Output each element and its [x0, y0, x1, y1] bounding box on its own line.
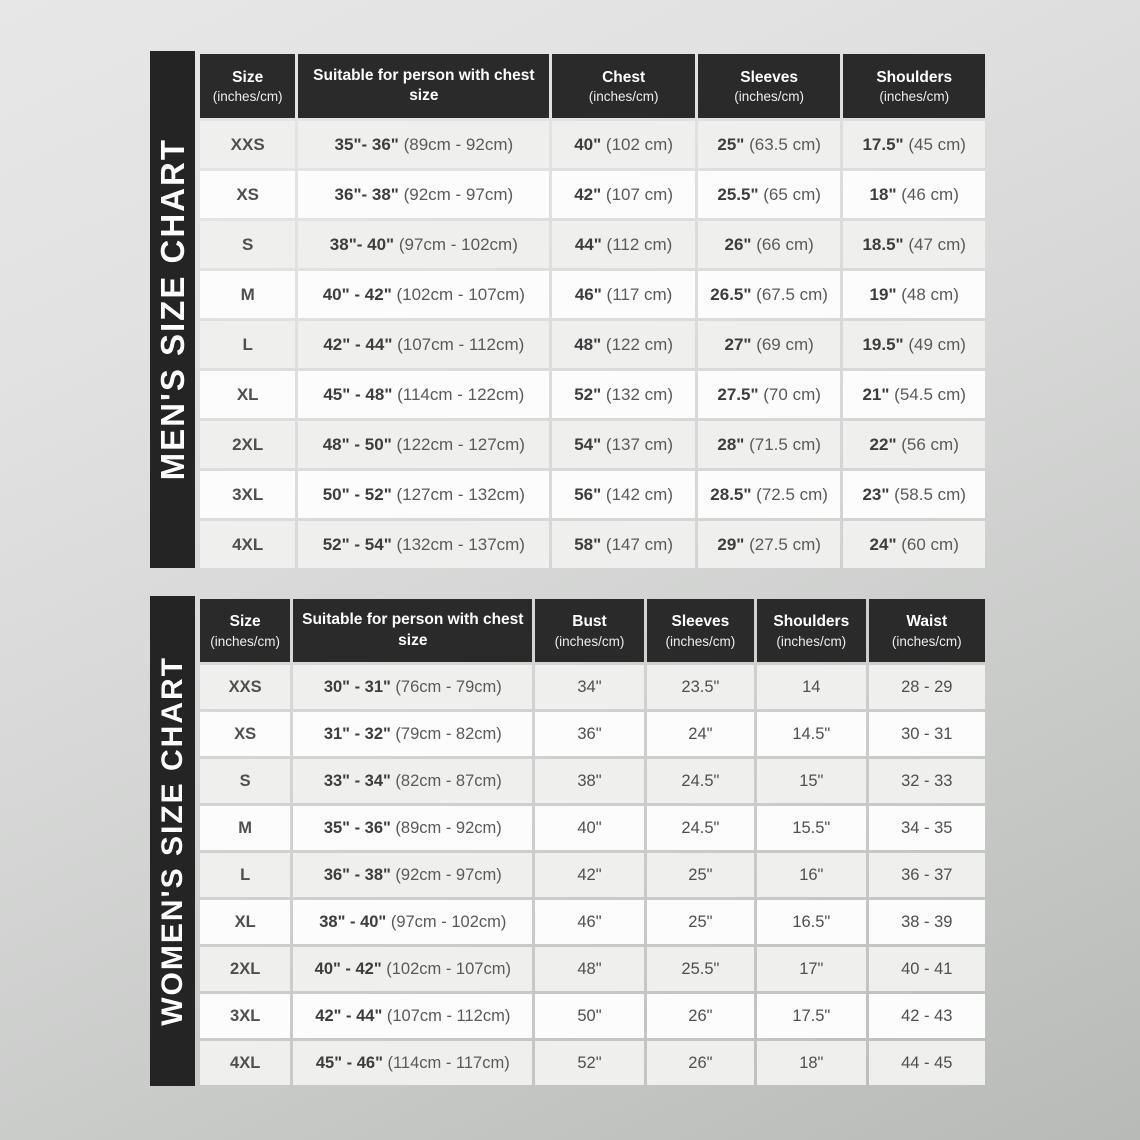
value-inches: 26" — [724, 234, 752, 254]
table-row — [200, 806, 985, 850]
fit-range-cell — [293, 806, 532, 850]
size-cell: M — [200, 271, 295, 318]
fit-range-cell — [293, 947, 532, 991]
value-inches: 25.5" — [717, 184, 759, 204]
chest-cell — [552, 371, 695, 418]
chest-cell — [552, 271, 695, 318]
table-row — [200, 994, 985, 1038]
column-subtitle: (inches/cm) — [665, 633, 736, 649]
bust-cell: 38" — [535, 759, 643, 803]
fit-range-cell — [293, 712, 532, 756]
column-title: Sleeves — [671, 613, 730, 631]
value-inches: 36" - 38" — [323, 865, 391, 884]
column-subtitle: (inches/cm) — [554, 633, 625, 649]
column-header — [869, 599, 985, 662]
size-cell: 2XL — [200, 421, 295, 468]
bust-cell: 42" — [535, 853, 643, 897]
value-cm: (107 cm) — [601, 184, 673, 204]
shoulders-cell: 18" — [757, 1041, 865, 1085]
value-cm: (82cm - 87cm) — [390, 771, 502, 790]
value-cm: (132cm - 137cm) — [391, 534, 525, 554]
value-cm: (92cm - 97cm) — [398, 184, 514, 204]
value-inches: 28.5" — [710, 484, 752, 504]
value-cm: (102cm - 107cm) — [391, 284, 525, 304]
value-cm: (45 cm) — [903, 134, 966, 154]
table-row — [200, 900, 985, 944]
bust-cell: 34" — [535, 665, 643, 709]
sleeves-cell — [698, 421, 841, 468]
value-inches: 42" - 44" — [323, 334, 393, 354]
mens-chart-title-rail — [150, 51, 195, 568]
sleeves-cell: 26" — [647, 1041, 754, 1085]
value-inches: 58" — [574, 534, 602, 554]
sleeves-cell: 24" — [647, 712, 754, 756]
table-row — [200, 947, 985, 991]
sleeves-cell: 24.5" — [647, 759, 754, 803]
table-row — [200, 121, 985, 168]
column-subtitle: (inches/cm) — [891, 633, 962, 649]
column-subtitle: (inches/cm) — [776, 633, 847, 649]
bust-cell: 48" — [535, 947, 643, 991]
header-row — [200, 599, 985, 662]
chest-cell — [552, 471, 695, 518]
fit-range-cell — [298, 521, 549, 568]
column-header — [200, 599, 290, 662]
waist-cell: 42 - 43 — [869, 994, 985, 1038]
value-cm: (79cm - 82cm) — [390, 724, 502, 743]
mens-chart-title: MEN'S SIZE CHART — [153, 138, 191, 481]
sleeves-cell: 25" — [647, 853, 754, 897]
column-header — [552, 54, 695, 118]
value-inches: 30" - 31" — [323, 677, 391, 696]
chest-cell — [552, 221, 695, 268]
sleeves-cell: 23.5" — [647, 665, 754, 709]
value-inches: 50" - 52" — [322, 484, 392, 504]
value-inches: 19.5" — [862, 334, 904, 354]
waist-cell: 34 - 35 — [869, 806, 985, 850]
shoulders-cell — [843, 371, 985, 418]
fit-range-cell — [298, 471, 549, 518]
value-inches: 42" — [574, 184, 602, 204]
value-cm: (63.5 cm) — [744, 134, 821, 154]
sleeves-cell — [698, 471, 841, 518]
chest-cell — [552, 421, 695, 468]
column-header — [293, 599, 532, 662]
value-cm: (66 cm) — [751, 234, 814, 254]
value-cm: (72.5 cm) — [751, 484, 828, 504]
fit-range-cell — [298, 121, 549, 168]
shoulders-cell: 16.5" — [757, 900, 865, 944]
mens-size-table — [197, 51, 988, 571]
womens-chart-title: WOMEN'S SIZE CHART — [155, 656, 189, 1026]
column-title: Size — [232, 68, 264, 86]
womens-chart-title-rail — [150, 596, 195, 1086]
fit-range-cell — [293, 900, 532, 944]
mens-size-chart — [150, 51, 988, 568]
value-cm: (48 cm) — [896, 284, 959, 304]
womens-size-table — [197, 596, 988, 1088]
value-inches: 38" - 40" — [319, 912, 387, 931]
value-inches: 35" - 36" — [323, 818, 391, 837]
column-subtitle: (inches/cm) — [734, 89, 805, 105]
table-row — [200, 271, 985, 318]
table-row — [200, 421, 985, 468]
value-inches: 40" — [574, 134, 602, 154]
value-cm: (70 cm) — [758, 384, 821, 404]
column-title: Waist — [906, 613, 948, 631]
size-cell: XXS — [200, 665, 290, 709]
column-header — [200, 54, 295, 118]
shoulders-cell — [843, 271, 985, 318]
size-cell: XL — [200, 371, 295, 418]
sleeves-cell: 26" — [647, 994, 754, 1038]
value-inches: 29" — [717, 534, 745, 554]
waist-cell: 28 - 29 — [869, 665, 985, 709]
fit-range-cell — [298, 421, 549, 468]
value-cm: (71.5 cm) — [744, 434, 821, 454]
column-title: Sleeves — [740, 68, 799, 86]
value-cm: (127cm - 132cm) — [391, 484, 525, 504]
chest-cell — [552, 321, 695, 368]
column-title: Suitable for person with chest size — [313, 66, 535, 104]
value-inches: 25" — [717, 134, 745, 154]
value-inches: 19" — [869, 284, 897, 304]
size-cell: L — [200, 853, 290, 897]
size-cell: 2XL — [200, 947, 290, 991]
value-inches: 40" - 42" — [322, 284, 392, 304]
value-cm: (114cm - 122cm) — [392, 384, 525, 404]
value-inches: 56" — [574, 484, 602, 504]
table-row — [200, 371, 985, 418]
value-cm: (147 cm) — [601, 534, 673, 554]
waist-cell: 44 - 45 — [869, 1041, 985, 1085]
column-subtitle: (inches/cm) — [212, 89, 283, 105]
sleeves-cell — [698, 321, 841, 368]
table-row — [200, 759, 985, 803]
value-inches: 17.5" — [862, 134, 904, 154]
fit-range-cell — [298, 271, 549, 318]
value-inches: 27" — [724, 334, 752, 354]
shoulders-cell: 17" — [757, 947, 865, 991]
size-cell: 4XL — [200, 521, 295, 568]
size-cell: S — [200, 221, 295, 268]
table-row — [200, 321, 985, 368]
column-header — [757, 599, 865, 662]
value-cm: (60 cm) — [896, 534, 959, 554]
value-cm: (97cm - 102cm) — [386, 912, 507, 931]
value-cm: (46 cm) — [896, 184, 959, 204]
value-cm: (69 cm) — [751, 334, 814, 354]
value-cm: (27.5 cm) — [744, 534, 821, 554]
value-cm: (76cm - 79cm) — [390, 677, 502, 696]
fit-range-cell — [293, 1041, 532, 1085]
value-inches: 35"- 36" — [334, 134, 399, 154]
column-title: Chest — [602, 68, 646, 86]
size-cell: L — [200, 321, 295, 368]
column-header — [647, 599, 754, 662]
size-cell: 3XL — [200, 994, 290, 1038]
value-inches: 45" - 48" — [323, 384, 393, 404]
value-cm: (122 cm) — [601, 334, 673, 354]
value-inches: 52" — [574, 384, 602, 404]
bust-cell: 52" — [535, 1041, 643, 1085]
waist-cell: 32 - 33 — [869, 759, 985, 803]
value-inches: 33" - 34" — [323, 771, 391, 790]
chest-cell — [552, 171, 695, 218]
value-inches: 28" — [717, 434, 745, 454]
value-cm: (107cm - 112cm) — [392, 334, 525, 354]
table-row — [200, 171, 985, 218]
fit-range-cell — [293, 665, 532, 709]
fit-range-cell — [298, 221, 549, 268]
column-title: Shoulders — [876, 68, 953, 86]
size-cell: XXS — [200, 121, 295, 168]
sleeves-cell — [698, 371, 841, 418]
value-inches: 52" - 54" — [322, 534, 392, 554]
value-inches: 18.5" — [862, 234, 904, 254]
sleeves-cell: 25" — [647, 900, 754, 944]
shoulders-cell — [843, 521, 985, 568]
shoulders-cell — [843, 421, 985, 468]
table-row — [200, 712, 985, 756]
waist-cell: 38 - 39 — [869, 900, 985, 944]
shoulders-cell: 15" — [757, 759, 865, 803]
value-cm: (92cm - 97cm) — [390, 865, 502, 884]
column-header — [298, 54, 549, 118]
shoulders-cell: 14 — [757, 665, 865, 709]
shoulders-cell — [843, 171, 985, 218]
sleeves-cell: 25.5" — [647, 947, 754, 991]
value-inches: 44" — [574, 234, 602, 254]
value-cm: (142 cm) — [601, 484, 673, 504]
fit-range-cell — [298, 321, 549, 368]
value-cm: (117 cm) — [601, 284, 673, 304]
value-cm: (102 cm) — [601, 134, 673, 154]
value-cm: (132 cm) — [601, 384, 673, 404]
value-inches: 38"- 40" — [329, 234, 395, 254]
value-cm: (54.5 cm) — [889, 384, 966, 404]
column-header — [535, 599, 643, 662]
size-cell: XL — [200, 900, 290, 944]
column-header — [698, 54, 841, 118]
value-cm: (122cm - 127cm) — [391, 434, 525, 454]
value-cm: (107cm - 112cm) — [382, 1006, 511, 1025]
fit-range-cell — [298, 171, 549, 218]
fit-range-cell — [293, 759, 532, 803]
value-cm: (89cm - 92cm) — [390, 818, 502, 837]
shoulders-cell — [843, 121, 985, 168]
value-cm: (97cm - 102cm) — [394, 234, 518, 254]
sleeves-cell — [698, 521, 841, 568]
value-inches: 48" — [574, 334, 602, 354]
value-inches: 26.5" — [710, 284, 752, 304]
table-row — [200, 221, 985, 268]
womens-size-chart — [150, 596, 988, 1086]
value-inches: 54" — [574, 434, 602, 454]
shoulders-cell: 15.5" — [757, 806, 865, 850]
value-inches: 36"- 38" — [334, 184, 399, 204]
size-cell: S — [200, 759, 290, 803]
column-subtitle: (inches/cm) — [879, 89, 950, 105]
value-inches: 46" — [574, 284, 602, 304]
value-cm: (114cm - 117cm) — [382, 1053, 510, 1072]
value-cm: (65 cm) — [758, 184, 821, 204]
value-cm: (89cm - 92cm) — [398, 134, 514, 154]
value-inches: 42" - 44" — [315, 1006, 383, 1025]
value-cm: (49 cm) — [903, 334, 966, 354]
waist-cell: 36 - 37 — [869, 853, 985, 897]
value-inches: 24" — [869, 534, 897, 554]
column-subtitle: (inches/cm) — [588, 89, 659, 105]
shoulders-cell: 14.5" — [757, 712, 865, 756]
value-inches: 27.5" — [717, 384, 759, 404]
bust-cell: 50" — [535, 994, 643, 1038]
value-inches: 18" — [869, 184, 897, 204]
size-cell: XS — [200, 712, 290, 756]
table-row — [200, 521, 985, 568]
value-inches: 48" - 50" — [322, 434, 392, 454]
value-inches: 31" - 32" — [323, 724, 391, 743]
value-cm: (67.5 cm) — [751, 284, 828, 304]
sleeves-cell — [698, 171, 841, 218]
shoulders-cell: 16" — [757, 853, 865, 897]
column-subtitle: (inches/cm) — [210, 633, 281, 649]
bust-cell: 40" — [535, 806, 643, 850]
shoulders-cell — [843, 321, 985, 368]
waist-cell: 30 - 31 — [869, 712, 985, 756]
column-title: Size — [229, 613, 261, 631]
fit-range-cell — [293, 994, 532, 1038]
value-inches: 45" - 46" — [315, 1053, 383, 1072]
waist-cell: 40 - 41 — [869, 947, 985, 991]
value-cm: (58.5 cm) — [889, 484, 966, 504]
column-title: Suitable for person with chest size — [302, 611, 524, 649]
shoulders-cell — [843, 221, 985, 268]
value-inches: 21" — [862, 384, 890, 404]
sleeves-cell — [698, 271, 841, 318]
bust-cell: 36" — [535, 712, 643, 756]
column-header — [843, 54, 985, 118]
value-inches: 40" - 42" — [314, 959, 382, 978]
shoulders-cell — [843, 471, 985, 518]
value-cm: (137 cm) — [601, 434, 673, 454]
size-cell: M — [200, 806, 290, 850]
column-title: Bust — [572, 613, 607, 631]
chest-cell — [552, 521, 695, 568]
fit-range-cell — [293, 853, 532, 897]
shoulders-cell: 17.5" — [757, 994, 865, 1038]
value-cm: (102cm - 107cm) — [381, 959, 511, 978]
table-row — [200, 471, 985, 518]
value-inches: 22" — [869, 434, 897, 454]
chest-cell — [552, 121, 695, 168]
value-cm: (56 cm) — [896, 434, 959, 454]
sleeves-cell — [698, 221, 841, 268]
bust-cell: 46" — [535, 900, 643, 944]
table-row — [200, 1041, 985, 1085]
size-cell: 3XL — [200, 471, 295, 518]
value-cm: (47 cm) — [903, 234, 966, 254]
size-cell: 4XL — [200, 1041, 290, 1085]
table-row — [200, 665, 985, 709]
sleeves-cell: 24.5" — [647, 806, 754, 850]
header-row — [200, 54, 985, 118]
size-cell: XS — [200, 171, 295, 218]
column-title: Shoulders — [773, 613, 850, 631]
sleeves-cell — [698, 121, 841, 168]
fit-range-cell — [298, 371, 549, 418]
value-inches: 23" — [862, 484, 890, 504]
value-cm: (112 cm) — [601, 234, 673, 254]
table-row — [200, 853, 985, 897]
